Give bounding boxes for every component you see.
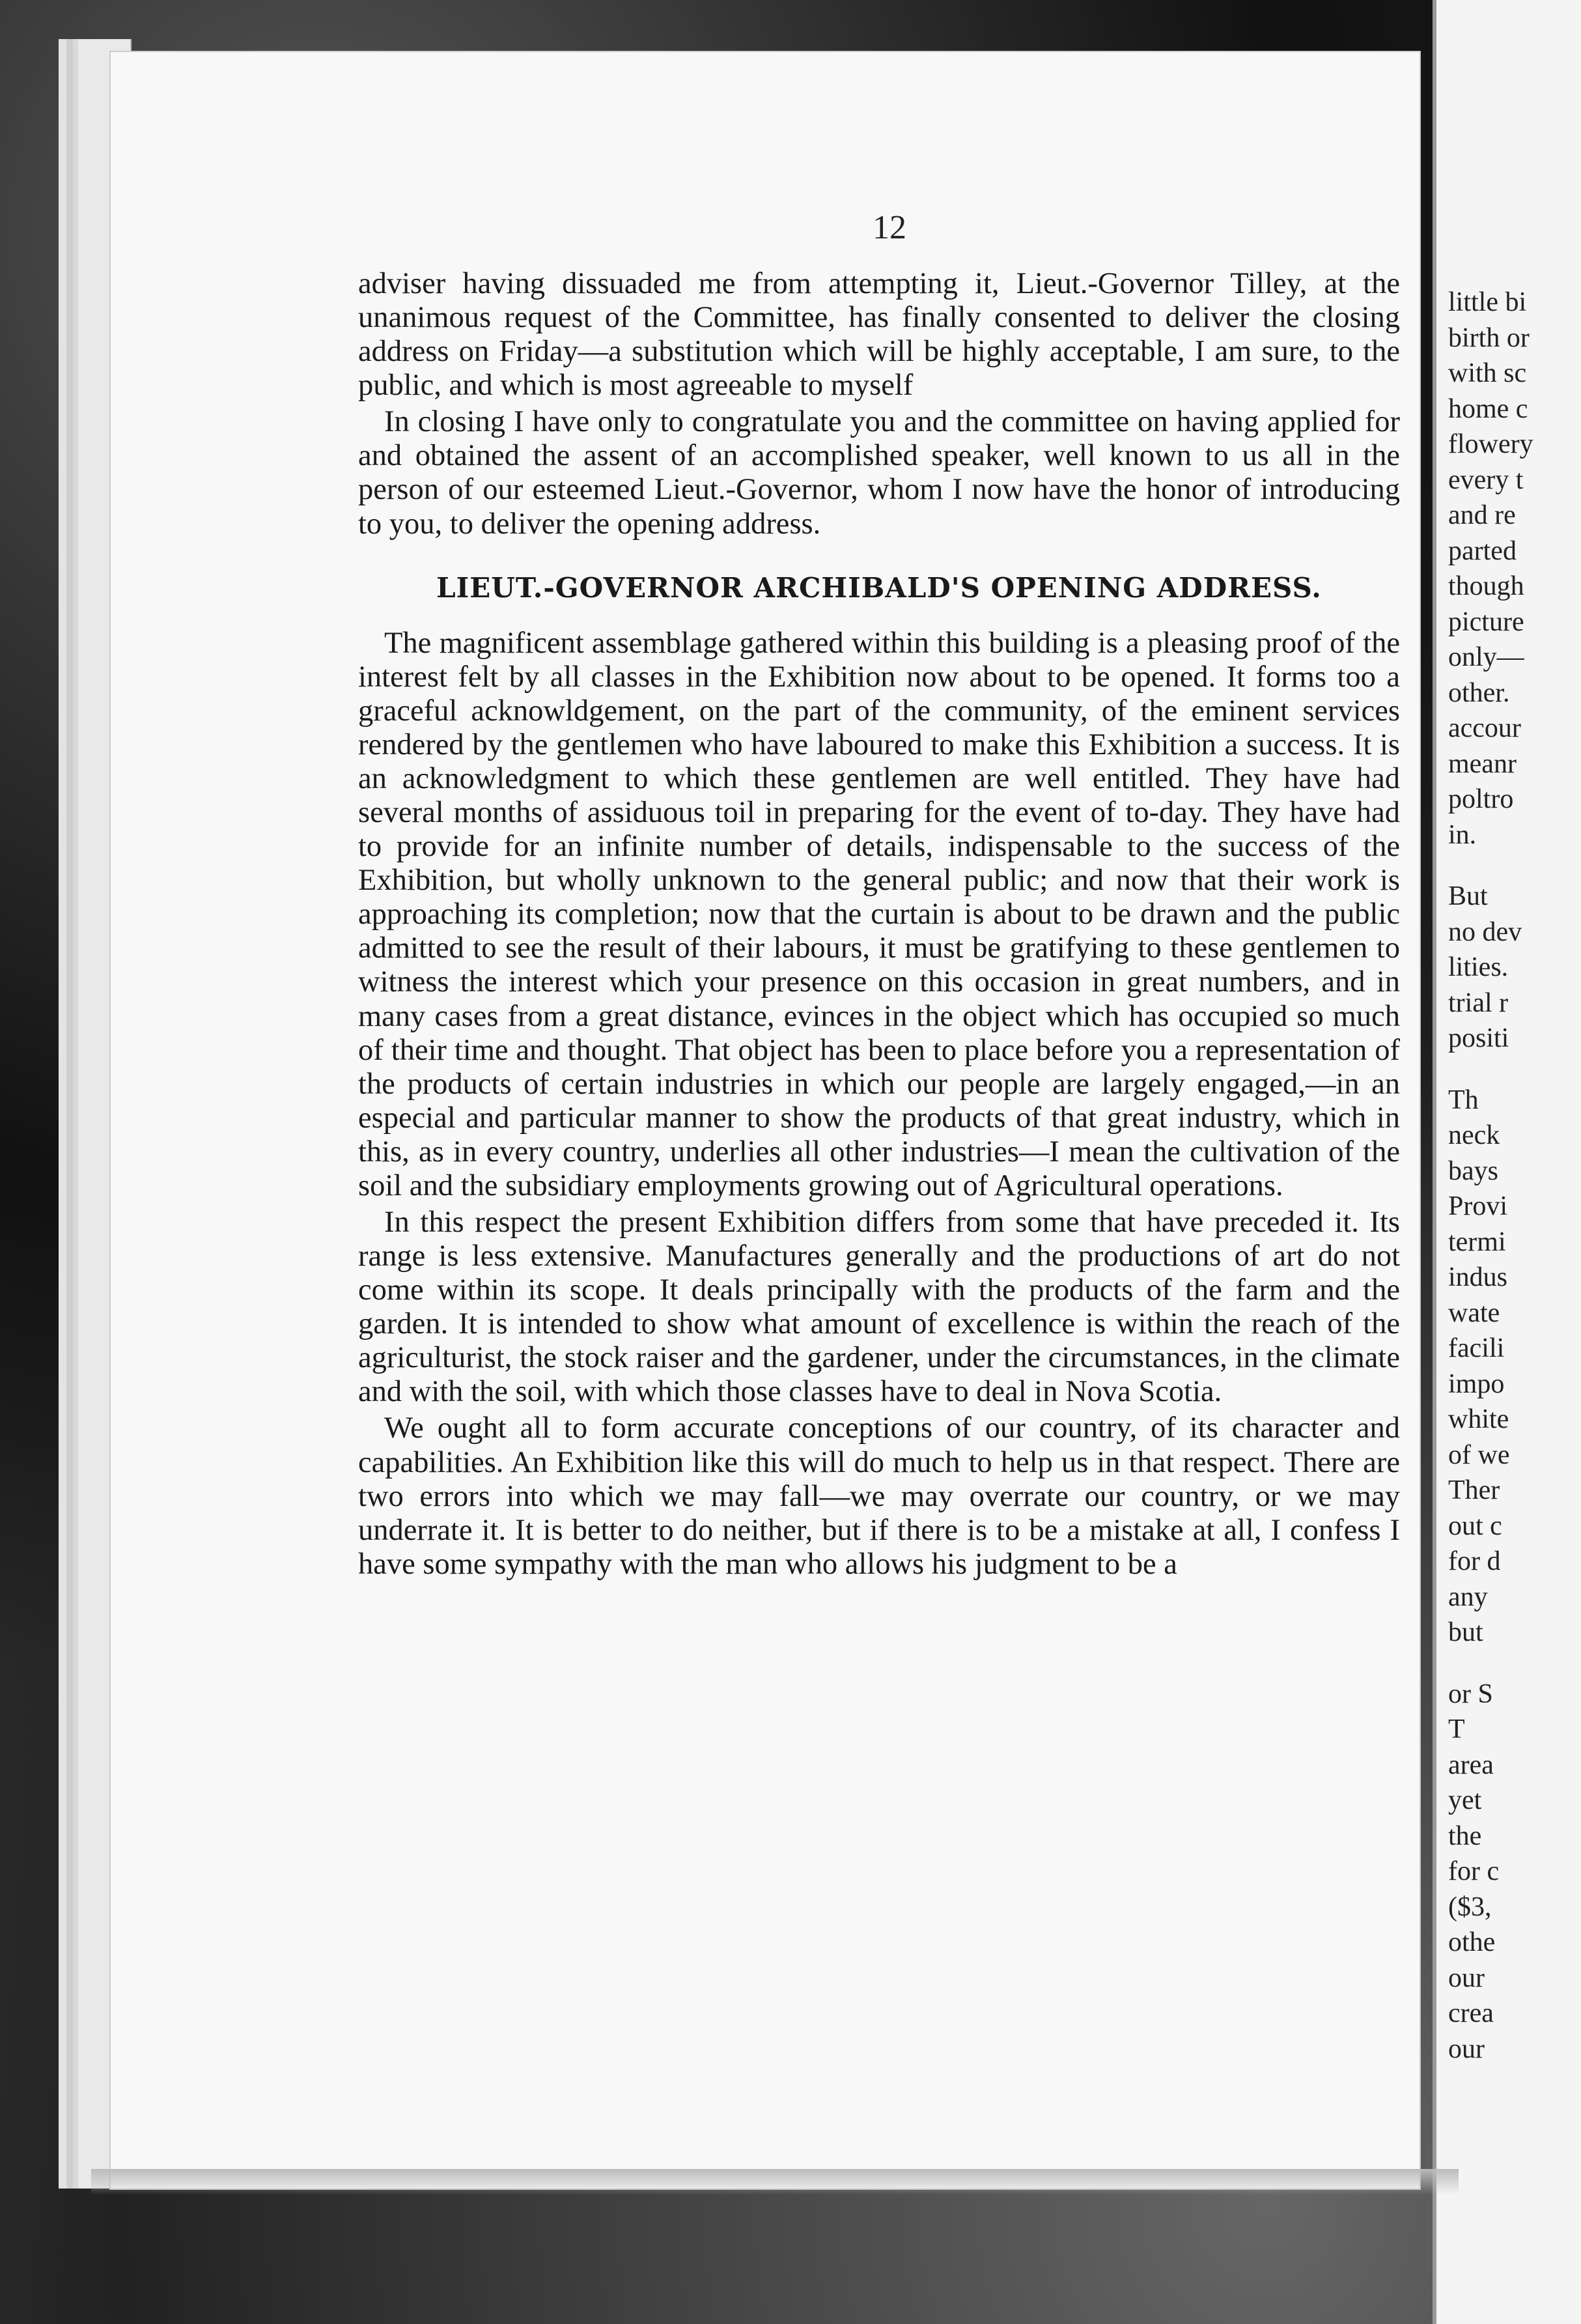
facing-page-fragment: only— <box>1448 642 1524 672</box>
facing-page-fragment: though <box>1448 571 1524 601</box>
facing-page-fragment: facili <box>1448 1333 1505 1363</box>
facing-page-fragment: area <box>1448 1750 1494 1780</box>
facing-page-fragment: little bi <box>1448 287 1527 317</box>
facing-page-fragment: white <box>1448 1404 1509 1434</box>
page-text <box>358 267 1400 1584</box>
facing-page-fragment: Ther <box>1448 1475 1500 1505</box>
facing-page-fragment: neck <box>1448 1120 1500 1150</box>
facing-page-fragment: T <box>1448 1714 1465 1744</box>
facing-page-fragment: of we <box>1448 1439 1510 1470</box>
body-paragraph-2: In this respect the present Exhibition differs from some that have preceded it. Its range is less extensive. Manufactures generally and the productions of art do not come within its scope. It deals principally with the products of the farm and the garden. It is intended to show what amount of excellence is within the reach of the agriculturist, the stock raiser and the gardener, under the circumstances, in the climate and with the soil, with which those classes have to deal in Nova Scotia. <box>358 1205 1400 1409</box>
facing-page-fragment: accour <box>1448 713 1521 743</box>
facing-page-fragment: yet <box>1448 1785 1482 1815</box>
facing-page-fragment: for c <box>1448 1856 1500 1886</box>
page-bottom-shadow <box>91 2169 1459 2195</box>
facing-page-fragment: but <box>1448 1617 1483 1647</box>
page-number: 12 <box>873 209 906 246</box>
facing-page-fragment: trial r <box>1448 987 1509 1018</box>
facing-page-fragment: our <box>1448 1963 1485 1993</box>
facing-page <box>1433 0 1581 2324</box>
intro-paragraph-2: In closing I have only to congratulate you and the committee on having applied for and obtained the assent of an accomplished speaker, well known to us all in the person of our esteemed Lieut.-Governor, whom I now have the honor of introducing to you, to deliver the opening address. <box>358 405 1400 541</box>
facing-page-fragment: and re <box>1448 500 1516 530</box>
facing-page-fragment: termi <box>1448 1226 1506 1257</box>
facing-page-fragment: any <box>1448 1581 1488 1612</box>
facing-page-fragment: picture <box>1448 606 1524 637</box>
facing-page-fragment: lities. <box>1448 952 1509 982</box>
facing-page-fragment: parted <box>1448 535 1517 566</box>
section-heading: LIEUT.-GOVERNOR ARCHIBALD'S OPENING ADDRESS. <box>436 571 1322 604</box>
facing-page-fragment: no dev <box>1448 916 1522 947</box>
facing-page-fragment: impo <box>1448 1368 1505 1399</box>
facing-page-fragment: in. <box>1448 819 1477 850</box>
facing-page-fragment: othe <box>1448 1927 1496 1957</box>
facing-page-fragment: flowery <box>1448 429 1533 459</box>
facing-page-fragment: indus <box>1448 1262 1508 1292</box>
facing-page-fragment: ($3, <box>1448 1892 1492 1922</box>
facing-page-fragment: meanr <box>1448 748 1517 779</box>
facing-page-fragment: But <box>1448 881 1488 911</box>
body-paragraph-1: The magnificent assemblage gathered within this building is a pleasing proof of the interest felt by all classes in the Exhibition now about to be opened. It forms too a graceful acknowldgement, on the part of the community, of the eminent services rendered by the gentlemen who have laboured to make this Exhibition a success. It is an acknowledgment to which these gentlemen are well entitled. They have had several months of assiduous toil in preparing for the event of to-day. They have had to provide for an infinite number of details, indispensable to the success of the Exhibition, but wholly unknown to the general public; and now that their work is approaching its completion; now that the curtain is about to be drawn and the public admitted to see the result of their labours, it must be gratifying to these gentlemen to witness the interest which your presence on this occasion in great numbers, and in many cases from a great distance, evinces in the object which has occupied so much of their time and thought. That object has been to place before you a representation of the products of certain industries in which our people are largely engaged,—in an especial and particular manner to show the products of that great industry, which in this, as in every country, underlies all other industries—I mean the cultivation of the soil and the subsidiary employments growing out of Agricultural operations. <box>358 626 1400 1202</box>
facing-page-fragment: every t <box>1448 464 1524 495</box>
facing-page-fragment: with sc <box>1448 358 1527 388</box>
facing-page-fragment: or S <box>1448 1679 1493 1709</box>
facing-page-fragment: Provi <box>1448 1191 1508 1221</box>
facing-page-fragment: out c <box>1448 1510 1502 1541</box>
facing-page-fragment: crea <box>1448 1998 1494 2028</box>
facing-page-fragment: wate <box>1448 1297 1500 1328</box>
body-paragraph-3: We ought all to form accurate conceptions of our country, of its character and capabilities. An Exhibition like this will do much to help us in that respect. There are two errors into which we may fall—we may overrate our country, or we may underrate it. It is better to do neither, but if there is to be a mistake at all, I confess I have some sympathy with the man who allows his judgment to be a <box>358 1411 1400 1581</box>
facing-page-fragment: for d <box>1448 1546 1501 1576</box>
facing-page-fragment: the <box>1448 1821 1482 1851</box>
facing-page-fragment: bays <box>1448 1155 1498 1186</box>
facing-page-fragment: positi <box>1448 1023 1509 1053</box>
facing-page-fragment: other. <box>1448 677 1510 708</box>
facing-page-fragment: birth or <box>1448 322 1530 353</box>
facing-page-fragment: our <box>1448 2034 1485 2064</box>
facing-page-fragment: home c <box>1448 393 1528 424</box>
intro-paragraph-1: adviser having dissuaded me from attempting it, Lieut.-Governor Tilley, at the unanimous request of the Committee, has finally consented to deliver the closing address on Friday—a substitution which will be highly acceptable, I am sure, to the public, and which is most agreeable to myself <box>358 267 1400 403</box>
facing-page-fragment: Th <box>1448 1084 1479 1115</box>
facing-page-fragment: poltro <box>1448 784 1514 814</box>
